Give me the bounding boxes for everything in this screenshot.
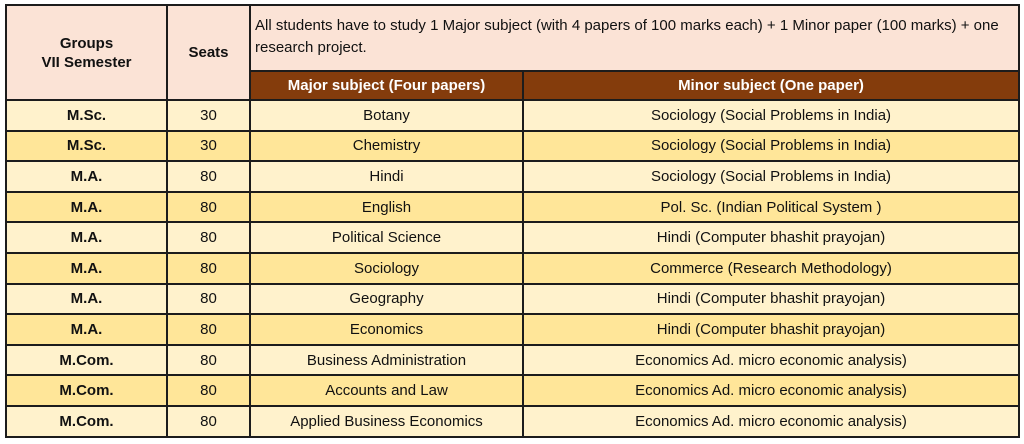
minor-subject-cell: Commerce (Research Methodology) bbox=[523, 253, 1019, 284]
group-cell: M.A. bbox=[6, 314, 167, 345]
major-subject-cell: Economics bbox=[250, 314, 523, 345]
minor-subject-header: Minor subject (One paper) bbox=[523, 71, 1019, 100]
table-row bbox=[6, 192, 1019, 223]
major-subject-cell: Botany bbox=[250, 100, 523, 131]
minor-subject-cell: Economics Ad. micro economic analysis) bbox=[523, 345, 1019, 376]
table-row bbox=[6, 222, 1019, 253]
table-row bbox=[6, 100, 1019, 131]
table-row bbox=[6, 314, 1019, 345]
semester-table bbox=[5, 4, 1020, 438]
seats-cell: 30 bbox=[167, 100, 250, 131]
table-row bbox=[6, 406, 1019, 437]
seats-cell: 80 bbox=[167, 406, 250, 437]
course-note: All students have to study 1 Major subject (with 4 papers of 100 marks each) + 1 Minor paper (100 marks) + one research project. bbox=[250, 5, 1019, 71]
minor-subject-cell: Pol. Sc. (Indian Political System ) bbox=[523, 192, 1019, 223]
table-row bbox=[6, 284, 1019, 315]
table-row bbox=[6, 345, 1019, 376]
group-cell: M.A. bbox=[6, 192, 167, 223]
seats-cell: 80 bbox=[167, 192, 250, 223]
table-row bbox=[6, 161, 1019, 192]
minor-subject-cell: Economics Ad. micro economic analysis) bbox=[523, 375, 1019, 406]
seats-header: Seats bbox=[167, 5, 250, 100]
seats-cell: 80 bbox=[167, 253, 250, 284]
major-subject-cell: Political Science bbox=[250, 222, 523, 253]
group-cell: M.A. bbox=[6, 161, 167, 192]
header-row bbox=[6, 5, 1019, 71]
major-subject-cell: Hindi bbox=[250, 161, 523, 192]
minor-subject-cell: Hindi (Computer bhashit prayojan) bbox=[523, 314, 1019, 345]
table-row bbox=[6, 131, 1019, 162]
major-subject-cell: English bbox=[250, 192, 523, 223]
seats-cell: 80 bbox=[167, 375, 250, 406]
major-subject-header: Major subject (Four papers) bbox=[250, 71, 523, 100]
minor-subject-cell: Sociology (Social Problems in India) bbox=[523, 131, 1019, 162]
major-subject-cell: Applied Business Economics bbox=[250, 406, 523, 437]
groups-header-line1: Groups bbox=[59, 34, 114, 52]
group-cell: M.A. bbox=[6, 253, 167, 284]
group-cell: M.Com. bbox=[6, 375, 167, 406]
seats-cell: 80 bbox=[167, 161, 250, 192]
seats-cell: 30 bbox=[167, 131, 250, 162]
major-subject-cell: Geography bbox=[250, 284, 523, 315]
table-body bbox=[6, 100, 1019, 437]
minor-subject-cell: Hindi (Computer bhashit prayojan) bbox=[523, 222, 1019, 253]
group-cell: M.Sc. bbox=[6, 100, 167, 131]
group-cell: M.Sc. bbox=[6, 131, 167, 162]
seats-cell: 80 bbox=[167, 284, 250, 315]
minor-subject-cell: Hindi (Computer bhashit prayojan) bbox=[523, 284, 1019, 315]
groups-header bbox=[6, 5, 167, 100]
seats-cell: 80 bbox=[167, 314, 250, 345]
minor-subject-cell: Sociology (Social Problems in India) bbox=[523, 161, 1019, 192]
major-subject-cell: Business Administration bbox=[250, 345, 523, 376]
group-cell: M.A. bbox=[6, 222, 167, 253]
table-row bbox=[6, 253, 1019, 284]
minor-subject-cell: Sociology (Social Problems in India) bbox=[523, 100, 1019, 131]
group-cell: M.A. bbox=[6, 284, 167, 315]
major-subject-cell: Accounts and Law bbox=[250, 375, 523, 406]
group-cell: M.Com. bbox=[6, 345, 167, 376]
table-row bbox=[6, 375, 1019, 406]
minor-subject-cell: Economics Ad. micro economic analysis) bbox=[523, 406, 1019, 437]
major-subject-cell: Sociology bbox=[250, 253, 523, 284]
major-subject-cell: Chemistry bbox=[250, 131, 523, 162]
group-cell: M.Com. bbox=[6, 406, 167, 437]
seats-cell: 80 bbox=[167, 222, 250, 253]
groups-header-line2: VII Semester bbox=[41, 53, 132, 71]
seats-cell: 80 bbox=[167, 345, 250, 376]
